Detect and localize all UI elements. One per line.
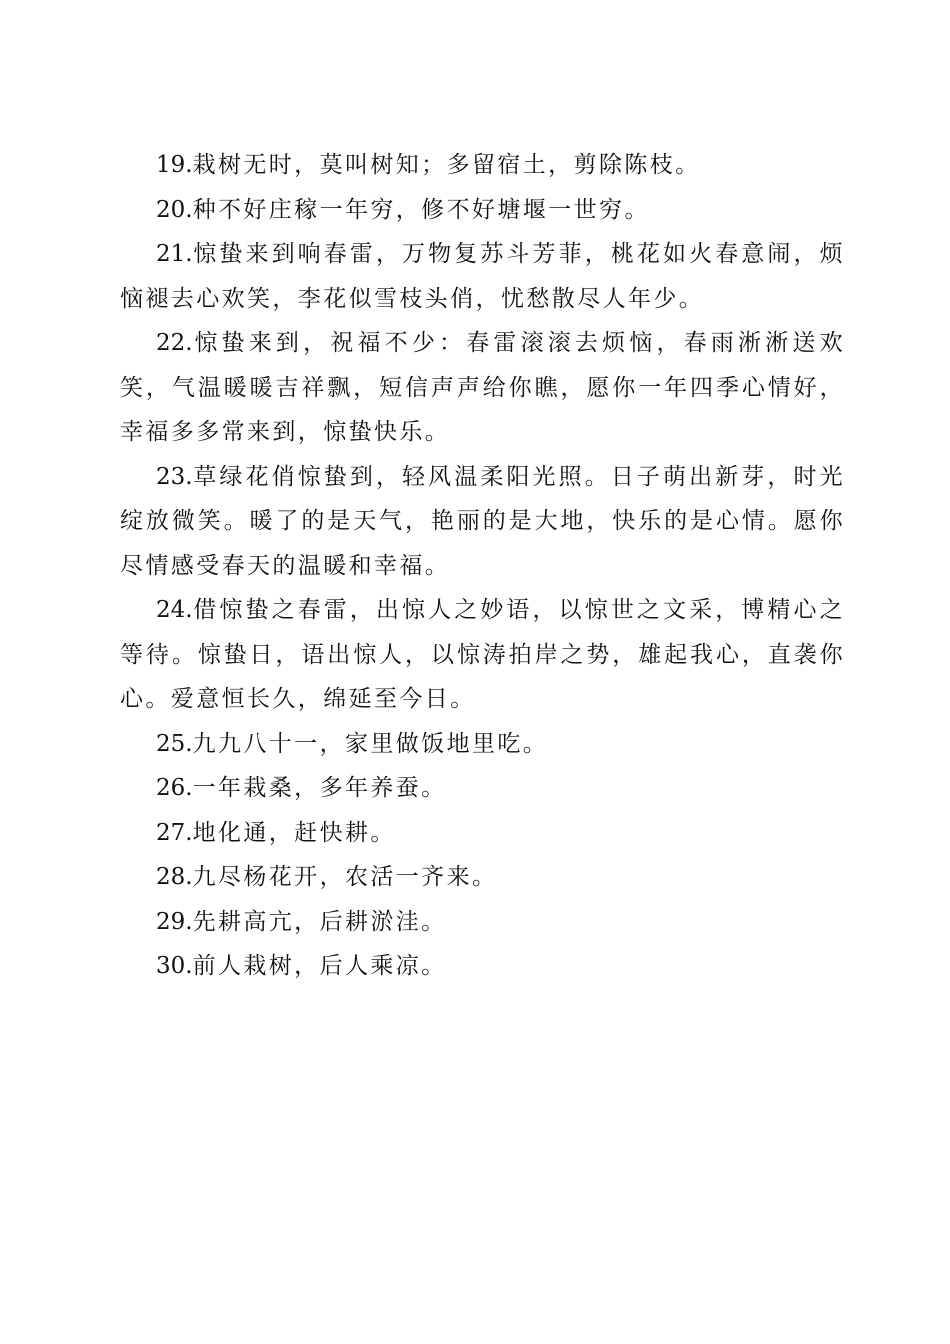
paragraph-number: 22. [156,330,193,356]
paragraph-text: 种不好庄稼一年穷，修不好塘堰一世穷。 [192,196,650,223]
paragraph-number: 26. [156,775,193,801]
paragraph-text: 九尽杨花开，农活一齐来。 [192,864,498,890]
paragraph-29 [120,900,845,945]
paragraph-27 [120,811,845,856]
paragraph-number: 28. [156,864,193,890]
document-body [120,143,845,989]
paragraph-text: 草绿花俏惊蛰到，轻风温柔阳光照。日子萌出新芽，时光绽放微笑。暖了的是天气，艳丽的是大地，快乐的是心情。愿你尽情感受春天的温暖和幸福。 [120,463,845,579]
paragraph-number: 29. [156,908,193,935]
paragraph-number: 19. [156,152,193,178]
paragraph-text: 栽树无时，莫叫树知；多留宿土，剪除陈枝。 [192,152,701,178]
paragraph-number: 27. [156,819,193,846]
paragraph-text: 地化通，赶快耕。 [192,819,396,846]
paragraph-number: 24. [156,597,193,623]
paragraph-26 [120,766,845,811]
paragraph-number: 25. [156,730,193,757]
paragraph-24 [120,588,845,722]
paragraph-number: 20. [156,196,193,223]
paragraph-text: 九九八十一，家里做饭地里吃。 [192,730,549,757]
paragraph-number: 23. [156,463,193,490]
paragraph-number: 21. [156,241,193,267]
paragraph-text: 一年栽桑，多年养蚕。 [192,775,447,801]
paragraph-28 [120,855,845,900]
paragraph-text: 前人栽树，后人乘凉。 [192,953,447,979]
paragraph-text: 惊蛰来到，祝福不少：春雷滚滚去烦恼，春雨淅淅送欢笑，气温暖暖吉祥飘，短信声声给你瞧，愿你一年四季心情好，幸福多多常来到，惊蛰快乐。 [120,330,845,445]
paragraph-text: 借惊蛰之春雷，出惊人之妙语，以惊世之文采，博精心之等待。惊蛰日，语出惊人，以惊涛拍岸之势，雄起我心，直袭你心。爱意恒长久，绵延至今日。 [120,597,845,712]
paragraph-text: 惊蛰来到响春雷，万物复苏斗芳菲，桃花如火春意闹，烦恼褪去心欢笑，李花似雪枝头俏，忧愁散尽人年少。 [120,241,845,312]
paragraph-20 [120,188,845,233]
paragraph-30 [120,944,845,989]
paragraph-21 [120,232,845,321]
paragraph-text: 先耕高亢，后耕淤洼。 [192,908,447,935]
paragraph-22 [120,321,845,455]
paragraph-19 [120,143,845,188]
paragraph-25 [120,722,845,767]
paragraph-number: 30. [156,953,193,979]
paragraph-23 [120,455,845,589]
